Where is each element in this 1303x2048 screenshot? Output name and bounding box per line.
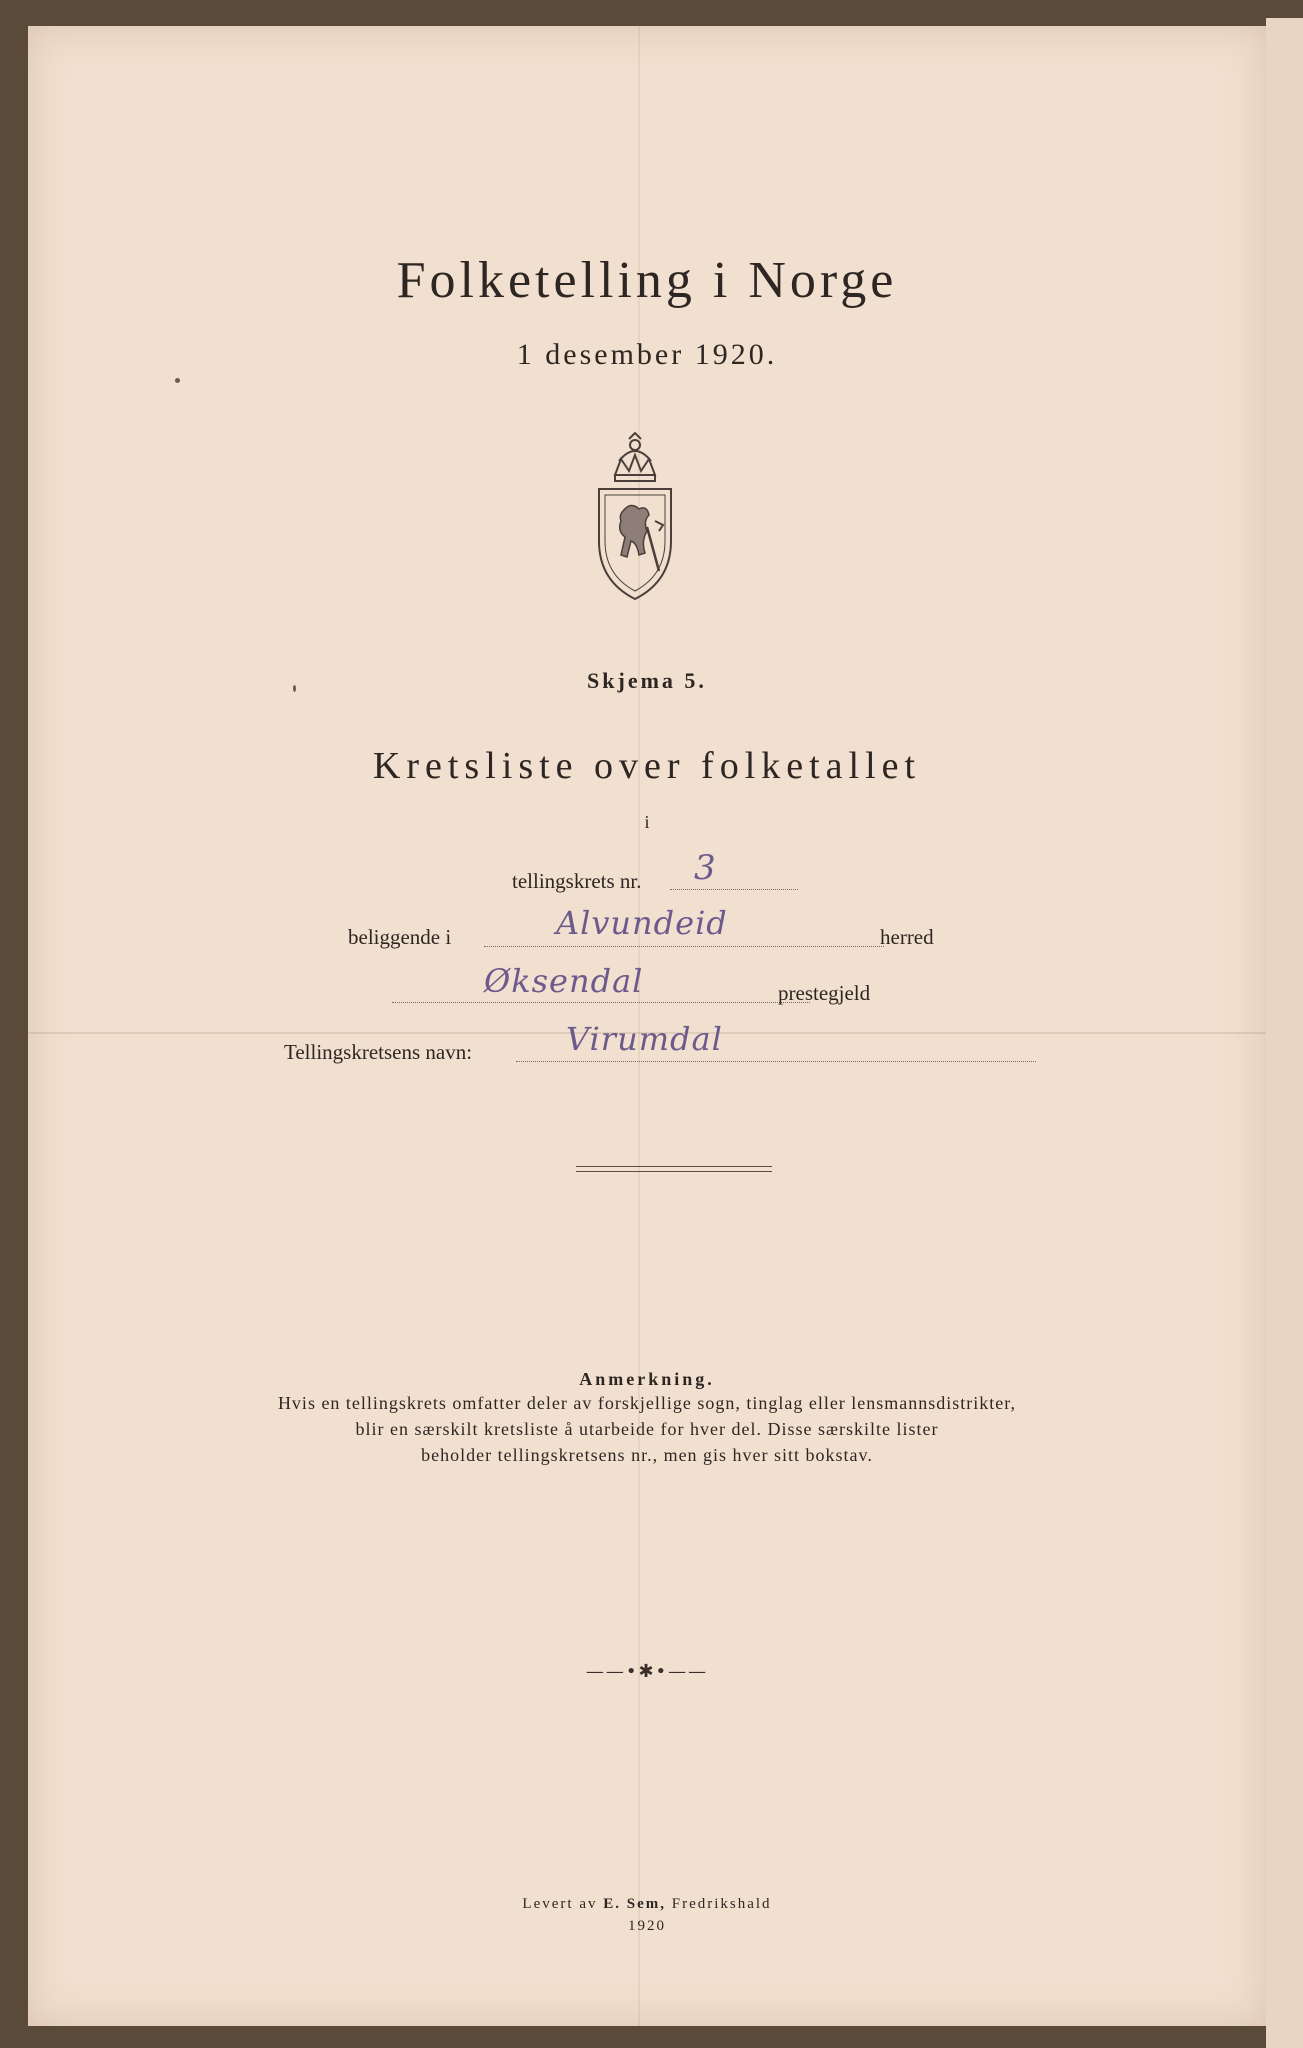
printer-prefix: Levert av xyxy=(522,1896,598,1912)
form-heading: Kretsliste over folketallet xyxy=(372,745,922,787)
parish-suffix-label: prestegjeld xyxy=(778,981,871,1005)
printer-line xyxy=(28,1896,1266,1913)
form-label: Skjema 5. xyxy=(587,668,707,693)
print-year: 1920 xyxy=(628,1918,666,1934)
municipality-prefix-label: beliggende i xyxy=(348,925,452,949)
parish-field[interactable] xyxy=(392,1002,810,1003)
municipality-value: Alvundeid xyxy=(556,904,728,942)
note-title: Anmerkning. xyxy=(579,1369,715,1389)
page-title: Folketelling i Norge xyxy=(396,252,898,309)
connector-text: i xyxy=(644,812,650,832)
ink-speck xyxy=(175,378,180,383)
section-divider xyxy=(576,1166,772,1172)
census-date: 1 desember 1920. xyxy=(516,338,778,371)
note-line-3: beholder tellingskretsens nr., men gis hver sitt bokstav. xyxy=(421,1445,873,1465)
parish-value: Øksendal xyxy=(484,962,644,1000)
page-edge xyxy=(1266,18,1303,2048)
norwegian-coat-of-arms-icon xyxy=(593,431,677,601)
ornament: ——•✱•—— xyxy=(585,1661,709,1682)
district-number-label: tellingskrets nr. xyxy=(512,869,642,893)
note-line-2: blir en særskilt kretsliste å utarbeide for hver del. Disse særskilte lister xyxy=(355,1419,939,1439)
printer-name: E. Sem, xyxy=(603,1896,666,1912)
municipality-suffix-label: herred xyxy=(880,925,934,949)
printer-place: Fredrikshald xyxy=(671,1896,772,1912)
district-number-field[interactable] xyxy=(670,889,798,890)
district-name-label: Tellingskretsens navn: xyxy=(284,1040,473,1064)
municipality-field[interactable] xyxy=(484,946,884,947)
census-form-page xyxy=(28,26,1266,2026)
district-name-value: Virumdal xyxy=(566,1020,723,1058)
note-line-1: Hvis en tellingskrets omfatter deler av forskjellige sogn, tinglag eller lensmannsdistrikter, xyxy=(277,1393,1017,1413)
district-name-field[interactable] xyxy=(516,1061,1036,1062)
district-number-value: 3 xyxy=(694,848,717,888)
